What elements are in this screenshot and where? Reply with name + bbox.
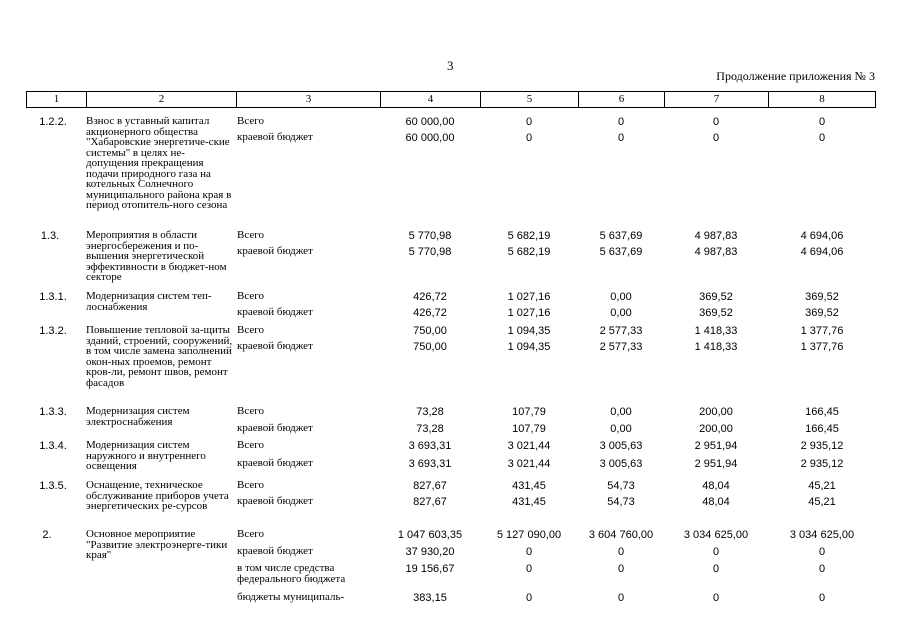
value-cell-col-4: 827,67	[413, 496, 447, 508]
value-cell-col-5: 1 094,35	[507, 341, 551, 353]
value-cell-col-6: 3 005,63	[599, 440, 643, 452]
header-col-1: 1	[27, 92, 87, 107]
value-cell-col-7: 48,04	[702, 496, 730, 508]
value-cell-col-5: 0	[525, 116, 533, 128]
value-cell-col-6: 0	[617, 592, 625, 604]
value-cell-col-4: 60 000,00	[405, 132, 455, 144]
value-cell-col-6: 0	[617, 116, 625, 128]
row-number: 1.3.2.	[39, 325, 67, 337]
value-cell-col-5: 1 027,16	[507, 291, 551, 303]
value-cell-col-6: 5 637,69	[599, 246, 643, 258]
value-cell-col-6: 0	[617, 132, 625, 144]
value-cell-col-6: 3 005,63	[599, 458, 643, 470]
funding-source-label: Всего	[237, 229, 264, 241]
value-cell-col-4: 426,72	[413, 291, 447, 303]
value-cell-col-8: 0	[818, 546, 826, 558]
value-cell-col-6: 0	[617, 546, 625, 558]
value-cell-col-7: 4 987,83	[694, 230, 738, 242]
value-cell-col-6: 0,00	[610, 423, 632, 435]
value-cell-col-6: 5 637,69	[599, 230, 643, 242]
row-name: Модернизация систем наружного и внутреннего освещения	[86, 439, 206, 472]
value-cell-col-8: 0	[818, 132, 826, 144]
funding-source-label: Всего	[237, 439, 264, 451]
value-cell-col-8: 0	[818, 116, 826, 128]
value-cell-col-5: 0	[525, 563, 533, 575]
value-cell-col-8: 369,52	[805, 307, 839, 319]
value-cell-col-8: 166,45	[805, 423, 839, 435]
value-cell-col-7: 369,52	[699, 291, 733, 303]
row-name: Взнос в уставный капитал акционерного общества "Хабаровские энергетиче-ские системы" в целях не-допущения прекращения подачи природного газа на котельных Солнечного муниципального района края в период отопитель-ного сезона	[86, 115, 232, 211]
funding-source-label: Всего	[237, 479, 264, 491]
value-cell-col-7: 200,00	[699, 423, 733, 435]
value-cell-col-4: 3 693,31	[408, 440, 452, 452]
value-cell-col-5: 5 682,19	[507, 246, 551, 258]
value-cell-col-8: 4 694,06	[800, 246, 844, 258]
row-name: Модернизация систем теп-лоснабжения	[86, 290, 212, 313]
value-cell-col-6: 0,00	[610, 406, 632, 418]
value-cell-col-6: 0,00	[610, 291, 632, 303]
value-cell-col-8: 0	[818, 563, 826, 575]
value-cell-col-7: 0	[712, 563, 720, 575]
header-col-8: 8	[819, 93, 825, 105]
value-cell-col-7: 2 951,94	[694, 440, 738, 452]
value-cell-col-5: 5 682,19	[507, 230, 551, 242]
value-cell-col-8: 45,21	[808, 496, 836, 508]
value-cell-col-4: 5 770,98	[408, 230, 452, 242]
value-cell-col-7: 2 951,94	[694, 458, 738, 470]
funding-source-label: краевой бюджет	[237, 245, 313, 257]
continuation-caption: Продолжение приложения № 3	[716, 69, 875, 83]
row-number: 1.3.5.	[39, 480, 67, 492]
value-cell-col-7: 1 418,33	[694, 341, 738, 353]
header-col-7: 7	[665, 92, 769, 107]
value-cell-col-4: 750,00	[413, 341, 447, 353]
value-cell-col-7: 3 034 625,00	[683, 529, 749, 541]
funding-source-label: краевой бюджет	[237, 131, 313, 143]
value-cell-col-4: 3 693,31	[408, 458, 452, 470]
funding-source-label: Всего	[237, 290, 264, 302]
value-cell-col-8: 3 034 625,00	[789, 529, 855, 541]
value-cell-col-4: 5 770,98	[408, 246, 452, 258]
value-cell-col-6: 0	[617, 563, 625, 575]
value-cell-col-8: 1 377,76	[800, 341, 844, 353]
value-cell-col-7: 48,04	[702, 480, 730, 492]
value-cell-col-4: 73,28	[416, 423, 444, 435]
value-cell-col-4: 383,15	[413, 592, 447, 604]
funding-source-label: Всего	[237, 528, 264, 540]
value-cell-col-7: 0	[712, 132, 720, 144]
funding-source-label: в том числе средства федерального бюджета	[237, 562, 346, 585]
value-cell-col-5: 1 094,35	[507, 325, 551, 337]
header-col-6: 6	[579, 92, 665, 107]
row-number: 1.3.	[40, 230, 60, 242]
value-cell-col-8: 2 935,12	[800, 458, 844, 470]
value-cell-col-4: 750,00	[413, 325, 447, 337]
row-number: 1.2.2.	[39, 116, 67, 128]
value-cell-col-8: 369,52	[805, 291, 839, 303]
value-cell-col-8: 4 694,06	[800, 230, 844, 242]
value-cell-col-6: 2 577,33	[599, 325, 643, 337]
value-cell-col-6: 3 604 760,00	[588, 529, 654, 541]
value-cell-col-4: 37 930,20	[405, 546, 455, 558]
row-number: 1.3.3.	[39, 406, 67, 418]
value-cell-col-8: 1 377,76	[800, 325, 844, 337]
page-number: 3	[447, 58, 454, 73]
funding-source-label: краевой бюджет	[237, 457, 313, 469]
value-cell-col-4: 60 000,00	[405, 116, 455, 128]
header-col-3: 3	[237, 92, 381, 107]
value-cell-col-5: 431,45	[512, 480, 546, 492]
header-col-5: 5	[481, 92, 579, 107]
value-cell-col-6: 54,73	[607, 480, 635, 492]
row-name: Основное мероприятие "Развитие электроэнерге-тики края"	[86, 528, 228, 561]
value-cell-col-5: 1 027,16	[507, 307, 551, 319]
value-cell-col-5: 0	[525, 546, 533, 558]
row-name: Повышение тепловой за-щиты зданий, строений, сооружений, в том числе замена заполнений окон-ных проемов, ремонт кров-ли, ремонт швов, ремонт фасадов	[86, 324, 233, 389]
funding-source-label: краевой бюджет	[237, 545, 313, 557]
value-cell-col-5: 107,79	[512, 406, 546, 418]
value-cell-col-5: 0	[525, 132, 533, 144]
table-header	[26, 91, 876, 108]
funding-source-label: Всего	[237, 115, 264, 127]
value-cell-col-7: 0	[712, 116, 720, 128]
value-cell-col-4: 827,67	[413, 480, 447, 492]
value-cell-col-7: 0	[712, 546, 720, 558]
value-cell-col-5: 5 127 090,00	[496, 529, 562, 541]
value-cell-col-5: 107,79	[512, 423, 546, 435]
funding-source-label: Всего	[237, 324, 264, 336]
row-number: 2.	[42, 529, 52, 541]
funding-source-label: краевой бюджет	[237, 306, 313, 318]
value-cell-col-5: 3 021,44	[507, 458, 551, 470]
value-cell-col-7: 0	[712, 592, 720, 604]
row-name: Мероприятия в области энергосбережения и по-вышения энергетической эффективности в бюджет-ном секторе	[86, 229, 227, 283]
value-cell-col-6: 2 577,33	[599, 341, 643, 353]
value-cell-col-4: 19 156,67	[405, 563, 455, 575]
funding-source-label: Всего	[237, 405, 264, 417]
value-cell-col-5: 3 021,44	[507, 440, 551, 452]
value-cell-col-4: 1 047 603,35	[397, 529, 463, 541]
value-cell-col-6: 0,00	[610, 307, 632, 319]
value-cell-col-8: 0	[818, 592, 826, 604]
header-col-4: 4	[381, 92, 481, 107]
value-cell-col-4: 73,28	[416, 406, 444, 418]
value-cell-col-8: 166,45	[805, 406, 839, 418]
row-number: 1.3.1.	[39, 291, 67, 303]
row-number: 1.3.4.	[39, 440, 67, 452]
row-name: Модернизация систем электроснабжения	[86, 405, 190, 428]
value-cell-col-4: 426,72	[413, 307, 447, 319]
value-cell-col-7: 4 987,83	[694, 246, 738, 258]
value-cell-col-7: 369,52	[699, 307, 733, 319]
funding-source-label: бюджеты муниципаль-	[237, 591, 345, 603]
value-cell-col-5: 431,45	[512, 496, 546, 508]
header-col-2: 2	[87, 92, 237, 107]
value-cell-col-8: 2 935,12	[800, 440, 844, 452]
row-name: Оснащение, техническое обслуживание приборов учета энергетических ре-сурсов	[86, 479, 229, 512]
funding-source-label: краевой бюджет	[237, 340, 313, 352]
value-cell-col-8: 45,21	[808, 480, 836, 492]
value-cell-col-7: 1 418,33	[694, 325, 738, 337]
value-cell-col-5: 0	[525, 592, 533, 604]
funding-source-label: краевой бюджет	[237, 422, 313, 434]
value-cell-col-7: 200,00	[699, 406, 733, 418]
value-cell-col-6: 54,73	[607, 496, 635, 508]
funding-source-label: краевой бюджет	[237, 495, 313, 507]
